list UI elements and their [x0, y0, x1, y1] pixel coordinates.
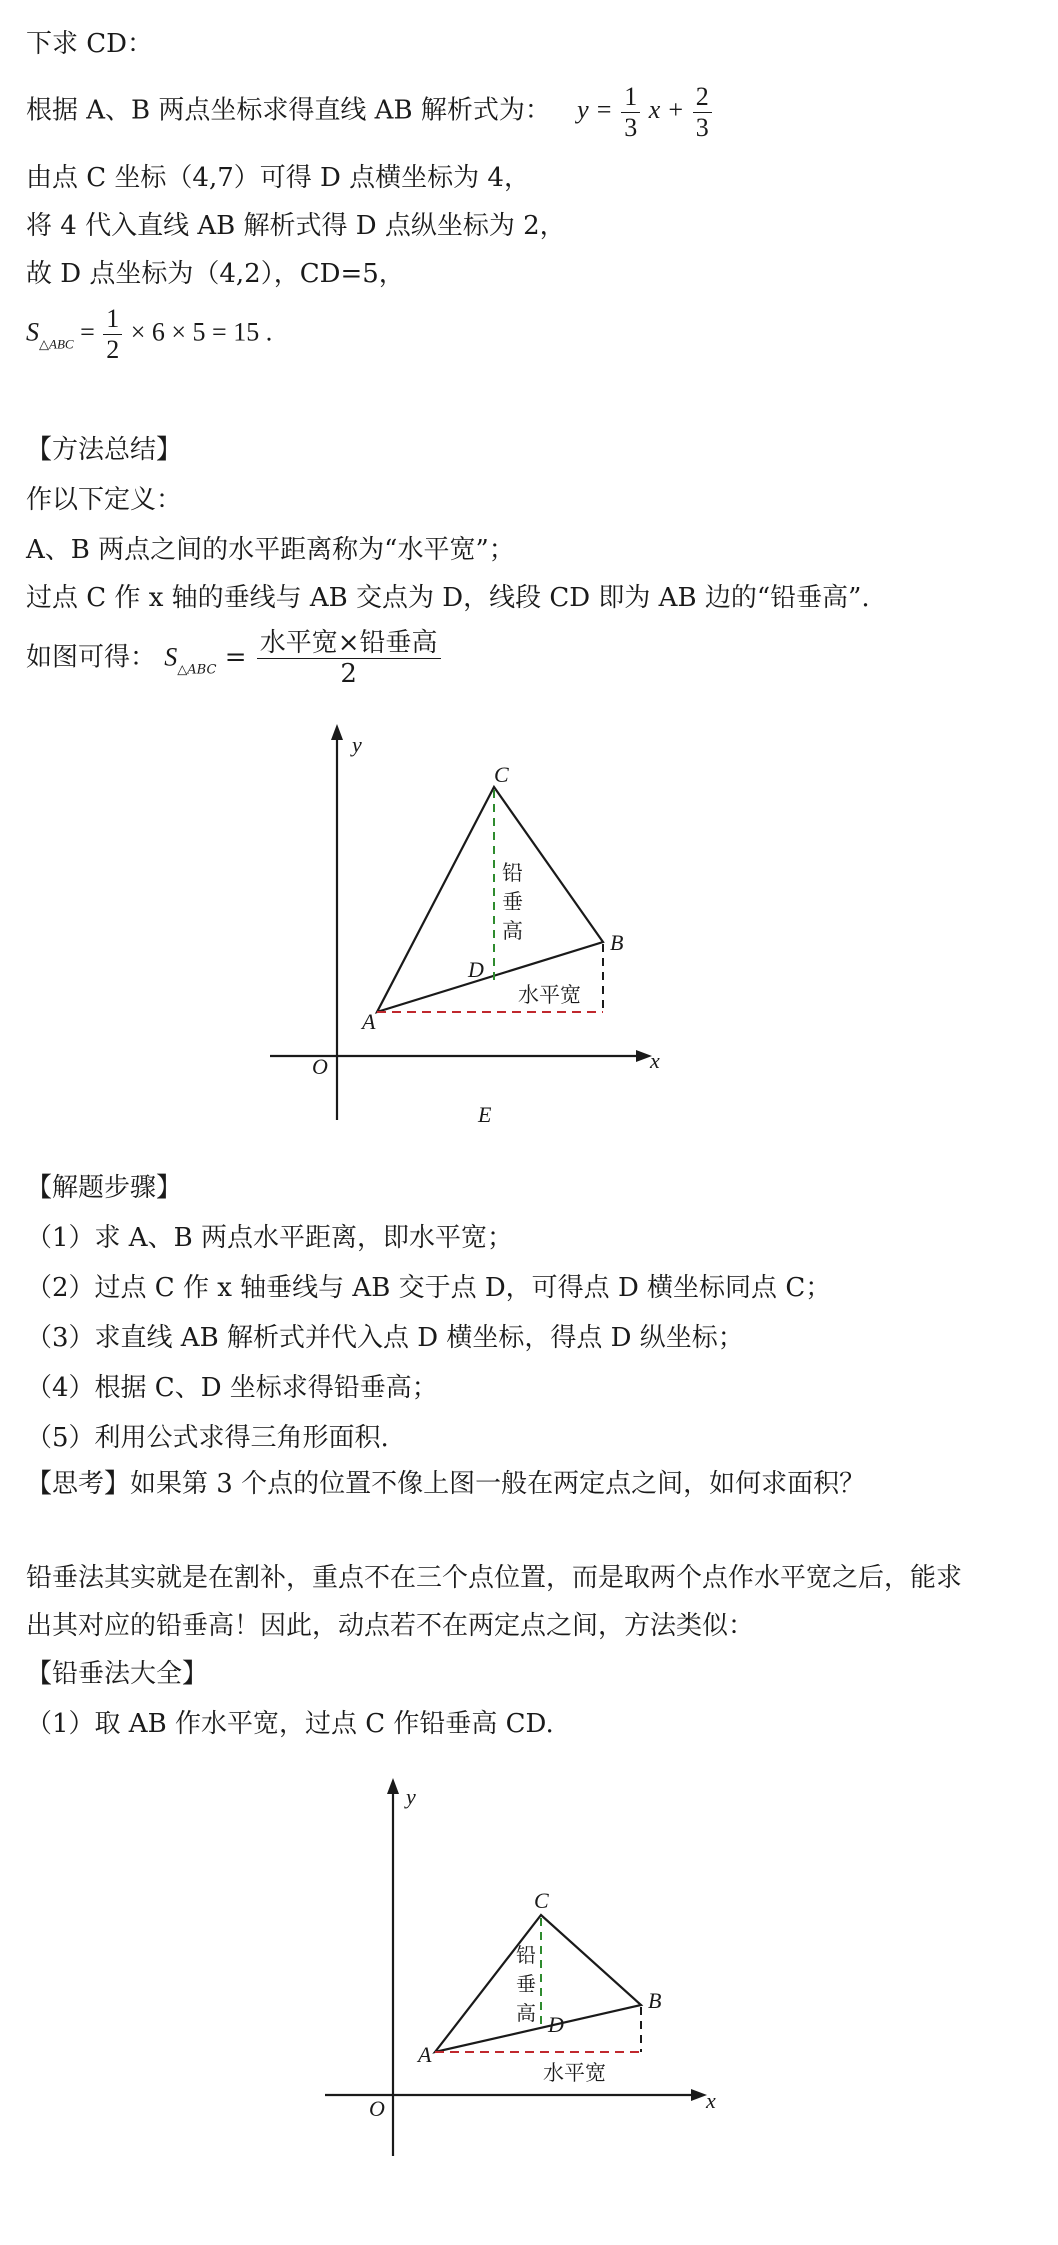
summary-S: S — [164, 642, 178, 672]
summary-eq: = — [224, 642, 247, 673]
fig1-triangle — [377, 787, 603, 1012]
fig2-label-O: O — [369, 2096, 385, 2121]
fig2-label-B: B — [648, 1988, 662, 2013]
fig2-triangle — [435, 1915, 641, 2052]
area-rest: × 6 × 5 = 15 . — [130, 317, 273, 347]
summary-formula — [26, 628, 443, 689]
step-5: （5）利用公式求得三角形面积. — [26, 1423, 389, 1453]
fig1-label-D: D — [468, 957, 484, 982]
summary-num: 水平宽×铅垂高 — [257, 628, 441, 659]
summary-sub: △ABC — [177, 662, 217, 678]
area-eq: = — [80, 317, 95, 347]
fig1-label-height-1: 铅 — [502, 861, 523, 885]
eq-f1-den: 3 — [624, 113, 638, 142]
intro-line-2-text: 根据 A、B 两点坐标求得直线 AB 解析式为： — [26, 95, 551, 126]
think-line: 【思考】如果第 3 个点的位置不像上图一般在两定点之间，如何求面积？ — [26, 1469, 866, 1499]
fig2-label-height-2: 垂 — [516, 1972, 536, 1996]
eq-fraction-2 — [693, 82, 712, 143]
steps-heading: 【解题步骤】 — [26, 1173, 183, 1203]
intro-line-4: 将 4 代入直线 AB 解析式得 D 点纵坐标为 2， — [26, 211, 566, 241]
fig2-label-height-1: 铅 — [516, 1943, 536, 1967]
fig1-label-x: x — [650, 1048, 660, 1073]
area-sub: △ABC — [39, 336, 74, 352]
area-formula — [26, 304, 272, 365]
summary-line-2: A、B 两点之间的水平距离称为“水平宽”； — [26, 535, 515, 565]
fig2-x-arrow — [691, 2089, 707, 2101]
fig2-label-y: y — [406, 1784, 416, 1809]
para-line-1: 铅垂法其实就是在割补，重点不在三个点位置，而是取两个点作水平宽之后，能求 — [26, 1563, 963, 1593]
figure-2 — [0, 1770, 1058, 2230]
eq-fraction-1 — [621, 82, 640, 143]
summary-line-1: 作以下定义： — [26, 485, 183, 515]
eq-f2-den: 3 — [695, 113, 709, 142]
summary-den: 2 — [340, 659, 357, 689]
summary-fraction — [257, 628, 441, 689]
fig2-label-C: C — [534, 1888, 549, 1913]
fig2-label-width: 水平宽 — [543, 2061, 606, 2085]
fig1-label-width: 水平宽 — [518, 983, 581, 1007]
area-num: 1 — [103, 304, 122, 335]
step-3: （3）求直线 AB 解析式并代入点 D 横坐标，得点 D 纵坐标； — [26, 1323, 744, 1353]
para-heading: 【铅垂法大全】 — [26, 1659, 209, 1689]
fig2-label-height-3: 高 — [516, 2001, 536, 2025]
eq-lhs: y = — [577, 95, 613, 125]
area-den: 2 — [106, 335, 120, 364]
fig1-label-O: O — [312, 1054, 328, 1079]
intro-line-2 — [26, 82, 714, 143]
summary-formula-text: 如图可得： — [26, 642, 157, 673]
intro-line-5: 故 D 点坐标为（4,2），CD=5， — [26, 259, 405, 289]
step-4: （4）根据 C、D 坐标求得铅垂高； — [26, 1373, 438, 1403]
fig1-y-arrow — [331, 724, 343, 740]
step-2: （2）过点 C 作 x 轴垂线与 AB 交于点 D，可得点 D 横坐标同点 C； — [26, 1273, 832, 1303]
fig1-label-height-3: 高 — [502, 919, 523, 943]
eq-f1-num: 1 — [621, 82, 640, 113]
line-equation — [577, 82, 714, 142]
fig2-label-D: D — [548, 2012, 564, 2037]
fig1-label-B: B — [610, 930, 624, 955]
fig1-label-A: A — [362, 1009, 376, 1034]
summary-heading: 【方法总结】 — [26, 435, 183, 465]
fig2-label-x: x — [706, 2088, 716, 2113]
para-line-2: 出其对应的铅垂高！因此，动点若不在两定点之间，方法类似： — [26, 1611, 755, 1641]
step-1: （1）求 A、B 两点水平距离，即水平宽； — [26, 1223, 513, 1253]
fig1-label-height-2: 垂 — [502, 890, 523, 914]
fig1-label-y: y — [352, 732, 362, 757]
eq-f2-num: 2 — [693, 82, 712, 113]
fig1-label-E: E — [478, 1102, 492, 1127]
intro-line-3: 由点 C 坐标（4,7）可得 D 点横坐标为 4， — [26, 163, 530, 193]
fig1-label-C: C — [494, 762, 509, 787]
summary-line-3: 过点 C 作 x 轴的垂线与 AB 交点为 D，线段 CD 即为 AB 边的“铅垂高”. — [26, 583, 870, 613]
eq-mid: x + — [648, 95, 685, 125]
figure-1 — [0, 720, 1058, 1150]
area-fraction — [103, 304, 122, 365]
area-S: S — [26, 317, 39, 347]
fig2-y-arrow — [387, 1778, 399, 1794]
intro-line-1: 下求 CD： — [26, 29, 154, 59]
para-item-1: （1）取 AB 作水平宽，过点 C 作铅垂高 CD. — [26, 1709, 554, 1739]
fig2-label-A: A — [418, 2042, 432, 2067]
